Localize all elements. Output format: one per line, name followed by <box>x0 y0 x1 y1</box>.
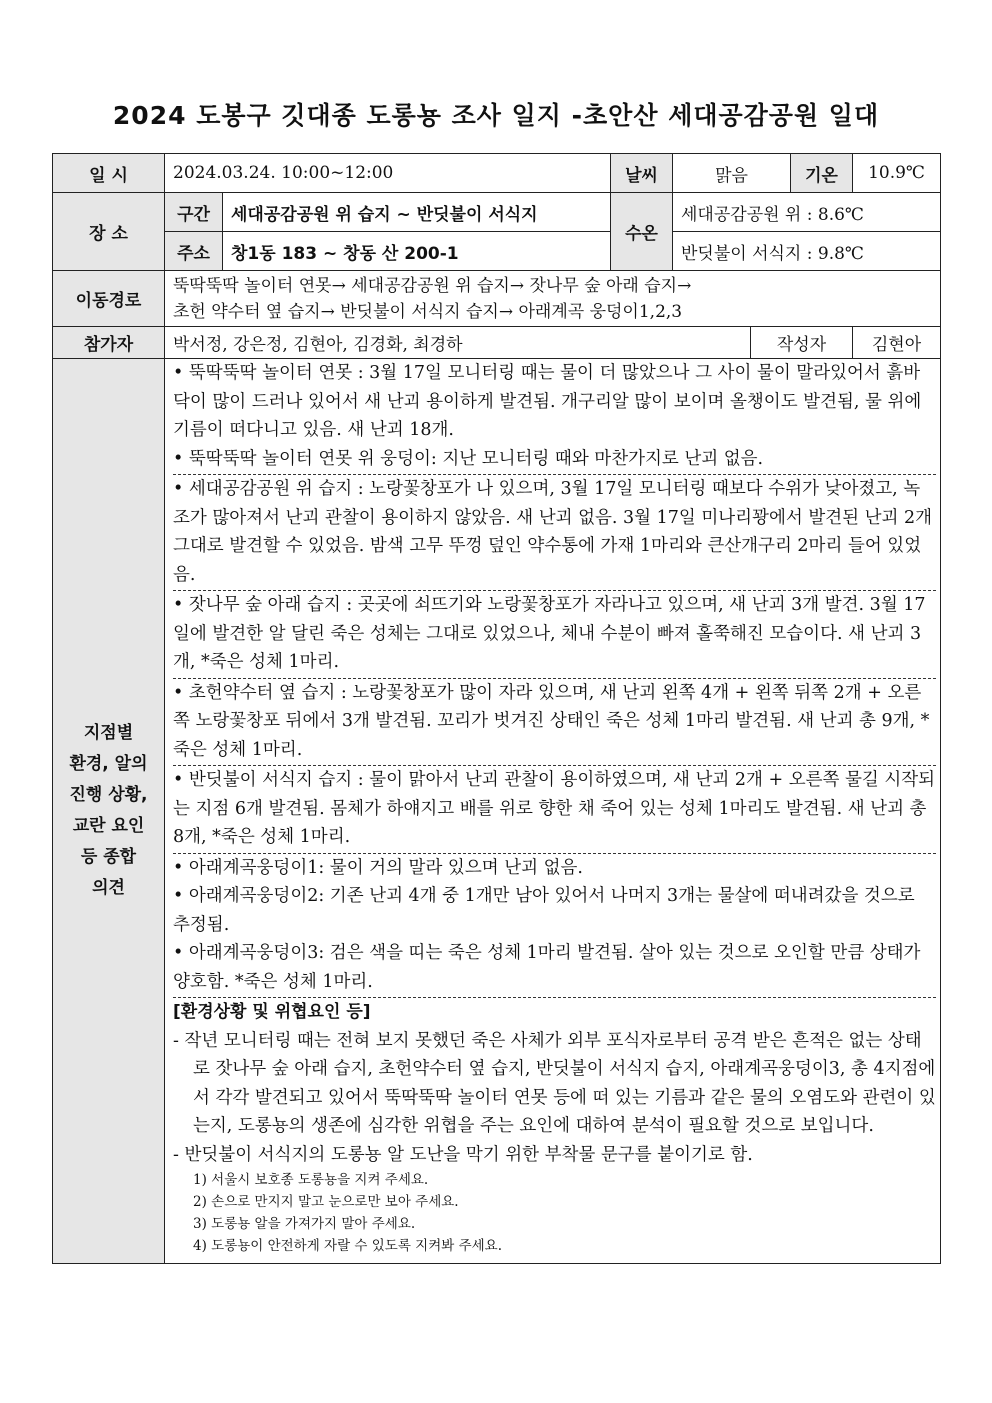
section-label: 구간 <box>165 193 223 232</box>
environment-section <box>173 998 936 1257</box>
place-label: 장 소 <box>53 193 165 271</box>
address-value: 창1동 183 ~ 창동 산 200-1 <box>223 232 611 271</box>
sites-label-line: 환경, 알의 <box>69 754 148 774</box>
sign-phrase: 4) 도롱뇽이 안전하게 자랄 수 있도록 지켜봐 주세요. <box>193 1238 503 1254</box>
site-paragraph: • 세대공감공원 위 습지 : 노랑꽃창포가 나 있으며, 3월 17일 모니터링 때보다 수위가 낮아졌고, 녹조가 많아져서 난괴 관찰이 용이하지 않았음. 새 난괴 없음. 3월 17일 미나리꽝에서 발견된 난괴 2개 그대로 발견할 수 있었음. 밤색 고무 뚜껑 덮인 약수통에 가재 1마리와 큰산개구리 2마리 들어 있었음. <box>173 479 933 585</box>
route-label: 이동경로 <box>53 271 165 327</box>
water-temp-line1: 세대공감공원 위 : 8.6℃ <box>673 193 941 232</box>
site-paragraph: • 잣나무 숲 아래 습지 : 곳곳에 쇠뜨기와 노랑꽃창포가 자라나고 있으며, 새 난괴 3개 발견. 3월 17일에 발견한 알 달린 죽은 성체는 그대로 있었으나, 체내 수분이 빠져 홀쭉해진 모습이다. 새 난괴 3개, *죽은 성체 1마리. <box>173 595 926 672</box>
sites-content <box>165 359 941 1264</box>
participants-value: 박서정, 강은정, 김현아, 김경화, 최경하 <box>165 327 751 359</box>
site-section-lower-valley <box>173 854 936 999</box>
sites-label-line: 진행 상황, <box>69 785 148 805</box>
route-line-2: 초헌 약수터 옆 습지→ 반딧불이 서식지 습지→ 아래계곡 웅덩이1,2,3 <box>173 301 683 322</box>
route-value <box>165 271 941 327</box>
weather-label: 날씨 <box>611 154 673 193</box>
route-line-1: 뚝딱뚝딱 놀이터 연못→ 세대공감공원 위 습지→ 잣나무 숲 아래 습지→ <box>173 275 692 296</box>
site-section-pond <box>173 359 936 475</box>
datetime-label: 일 시 <box>53 154 165 193</box>
site-section-spring-wetland <box>173 679 936 767</box>
sites-label-line: 의견 <box>92 878 125 898</box>
site-section-firefly-wetland <box>173 766 936 854</box>
site-paragraph: • 아래계곡웅덩이1: 물이 거의 말라 있으며 난괴 없음. <box>173 857 583 878</box>
site-section-park-wetland <box>173 475 936 591</box>
site-paragraph: • 뚝딱뚝딱 놀이터 연못 위 웅덩이: 지난 모니터링 때와 마찬가지로 난괴 없음. <box>173 448 764 469</box>
page-title: 2024 도봉구 깃대종 도롱뇽 조사 일지 -초안산 세대공감공원 일대 <box>112 101 880 130</box>
address-label: 주소 <box>165 232 223 271</box>
weather-value: 맑음 <box>673 154 791 193</box>
sites-label-line: 지점별 <box>83 723 134 743</box>
sign-phrase: 1) 서울시 보호종 도롱뇽을 지켜 주세요. <box>193 1172 429 1188</box>
sites-label <box>53 359 165 1264</box>
air-temp-value: 10.9℃ <box>853 154 941 193</box>
site-paragraph: • 아래계곡웅덩이2: 기존 난괴 4개 중 1개만 남아 있어서 나머지 3개는 물살에 떠내려갔을 것으로 추정됨. <box>173 886 915 935</box>
survey-log-table <box>52 153 941 1264</box>
section-value: 세대공감공원 위 습지 ~ 반딧불이 서식지 <box>223 193 611 232</box>
site-paragraph: • 뚝딱뚝딱 놀이터 연못 : 3월 17일 모니터링 때는 물이 더 많았으나 그 사이 물이 말라있어서 흙바닥이 많이 드러나 있어서 새 난괴 용이하게 발견됨. 개구리알 많이 보이며 올챙이도 발견됨, 물 위에 기름이 떠다니고 있음. 새 난괴 18개. <box>173 363 922 440</box>
water-temp-label: 수온 <box>611 193 673 271</box>
sign-phrase: 2) 손으로 만지지 말고 눈으로만 보아 주세요. <box>193 1194 459 1210</box>
site-paragraph: • 아래계곡웅덩이3: 검은 색을 띠는 죽은 성체 1마리 발견됨. 살아 있는 것으로 오인할 만큼 상태가 양호함. *죽은 성체 1마리. <box>173 943 921 992</box>
writer-value: 김현아 <box>853 327 941 359</box>
site-section-pine-wetland <box>173 591 936 679</box>
participants-label: 참가자 <box>53 327 165 359</box>
sites-label-line: 등 종합 <box>80 847 137 867</box>
site-paragraph: • 초헌약수터 옆 습지 : 노랑꽃창포가 많이 자라 있으며, 새 난괴 왼쪽 4개 + 왼쪽 뒤쪽 2개 + 오른쪽 노랑꽃창포 뒤에서 3개 발견됨. 꼬리가 벗겨진 상태인 죽은 성체 1마리 발견됨. 새 난괴 총 9개, *죽은 성체 1마리. <box>173 682 930 760</box>
site-paragraph: • 반딧불이 서식지 습지 : 물이 맑아서 난괴 관찰이 용이하였으며, 새 난괴 2개 + 오른쪽 물길 시작되는 지점 6개 발견됨. 몸체가 하얘지고 배를 위로 향한 채 죽어 있는 성체 1마리도 발견됨. 새 난괴 총 8개, *죽은 성체 1마리. <box>173 770 936 847</box>
environment-item: - 작년 모니터링 때는 전혀 보지 못했던 죽은 사체가 외부 포식자로부터 공격 받은 흔적은 없는 상태로 잣나무 숲 아래 습지, 초헌약수터 옆 습지, 반딧불이 서식지 습지, 아래계곡웅덩이3, 총 4지점에서 각각 발견되고 있어서 뚝딱뚝딱 놀이터 연못 등에 떠 있는 기름과 같은 물의 오염도와 관련이 있는지, 도롱뇽의 생존에 심각한 위협을 주는 요인에 대하여 분석이 필요할 것으로 보입니다. <box>173 1030 936 1136</box>
writer-label: 작성자 <box>751 327 853 359</box>
sign-phrase: 3) 도롱뇽 알을 가져가지 말아 주세요. <box>193 1216 416 1232</box>
environment-item: - 반딧불이 서식지의 도롱뇽 알 도난을 막기 위한 부착물 문구를 붙이기로 함. <box>173 1144 753 1165</box>
environment-heading: [환경상황 및 위협요인 등] <box>173 1002 371 1022</box>
sites-label-line: 교란 요인 <box>72 816 145 836</box>
datetime-value: 2024.03.24. 10:00~12:00 <box>165 154 611 193</box>
air-temp-label: 기온 <box>791 154 853 193</box>
water-temp-line2: 반딧불이 서식지 : 9.8℃ <box>673 232 941 271</box>
